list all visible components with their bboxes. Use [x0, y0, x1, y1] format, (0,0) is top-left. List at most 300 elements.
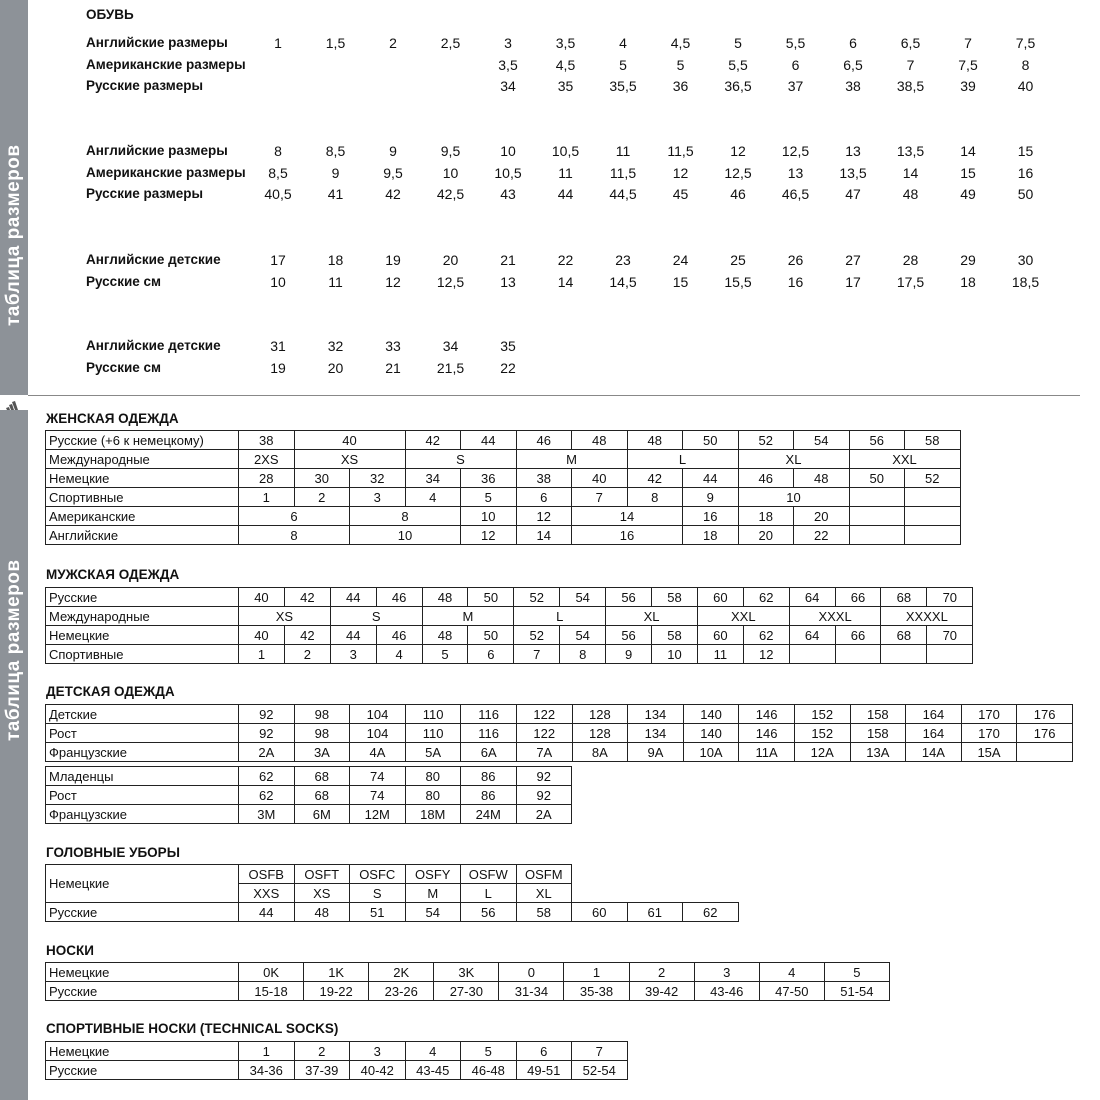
table-cell: 10 — [652, 645, 698, 664]
table-cell: 46 — [376, 588, 422, 607]
table-cell: 128 — [572, 705, 628, 724]
tech-socks-size-table — [45, 1041, 628, 1080]
table-cell: 56 — [849, 431, 905, 450]
table-cell: 58 — [905, 431, 961, 450]
table-cell: 44 — [239, 903, 295, 922]
table-cell: 3 — [350, 488, 406, 507]
women-size-table — [45, 430, 961, 545]
table-cell: 104 — [350, 724, 406, 743]
table-cell: 35-38 — [564, 982, 629, 1001]
shoes-size-value: 11 — [328, 273, 343, 290]
table-cell: 6 — [239, 507, 350, 526]
shoes-size-value: 50 — [1017, 186, 1034, 202]
table-cell: 20 — [794, 507, 850, 526]
table-row — [46, 488, 961, 507]
table-cell: M — [405, 884, 461, 903]
table-cell: 92 — [239, 705, 295, 724]
shoes-size-value: 8,5 — [325, 143, 346, 159]
shoes-size-value: 9,5 — [440, 143, 461, 159]
table-cell — [905, 507, 961, 526]
row-label: Русские — [46, 1061, 239, 1080]
table-cell: XS — [239, 607, 331, 626]
table-cell: 30 — [294, 469, 350, 488]
shoes-size-value: 21,5 — [436, 359, 465, 376]
shoes-size-value: 28 — [902, 252, 919, 268]
table-cell: 74 — [350, 786, 406, 805]
shoes-size-value: 7 — [964, 35, 972, 51]
table-cell: 12 — [516, 507, 572, 526]
shoes-size-value: 12,5 — [724, 164, 752, 181]
row-label: Спортивные — [46, 645, 239, 664]
table-cell: 47-50 — [759, 982, 824, 1001]
shoes-size-value: 5 — [734, 35, 742, 51]
shoes-size-value: 17,5 — [896, 273, 925, 290]
shoes-size-value: 8 — [274, 143, 282, 159]
shoes-size-value: 33 — [385, 338, 401, 354]
table-row — [46, 865, 739, 884]
table-cell: 3K — [434, 963, 499, 982]
shoes-size-value: 35 — [500, 338, 516, 354]
table-row — [46, 805, 572, 824]
table-cell: 14 — [572, 507, 683, 526]
table-cell: 52 — [514, 626, 560, 645]
table-cell: 146 — [739, 724, 795, 743]
shoes-size-value: 2,5 — [440, 35, 461, 51]
table-cell: 7A — [516, 743, 572, 762]
shoes-size-value: 5 — [619, 56, 627, 73]
shoes-size-value: 43 — [500, 186, 516, 202]
table-cell: 39-42 — [629, 982, 694, 1001]
shoes-size-value: 44 — [557, 186, 574, 202]
shoes-size-value: 13,5 — [896, 143, 925, 159]
shoes-row-label: Русские см — [86, 273, 162, 289]
table-cell — [789, 645, 835, 664]
shoes-size-value: 40 — [1017, 78, 1034, 94]
row-label: Русские — [46, 982, 239, 1001]
table-cell: 8 — [560, 645, 606, 664]
shoes-size-value: 11,5 — [667, 143, 694, 159]
shoes-row-label: Английские размеры — [86, 35, 228, 50]
shoes-size-value: 8,5 — [268, 164, 288, 181]
hats-title: ГОЛОВНЫЕ УБОРЫ — [46, 845, 180, 860]
shoes-size-value: 11 — [615, 143, 631, 159]
table-cell: 62 — [743, 588, 789, 607]
table-cell: 80 — [405, 767, 461, 786]
table-row — [46, 903, 739, 922]
shoes-row-label: Английские детские — [86, 338, 221, 353]
shoes-title: ОБУВЬ — [86, 7, 134, 22]
row-label: Немецкие — [46, 626, 239, 645]
shoes-size-value: 14 — [902, 164, 919, 181]
table-cell — [1017, 743, 1073, 762]
shoes-size-value: 12,5 — [436, 273, 465, 290]
table-cell: 10A — [683, 743, 739, 762]
table-row — [46, 431, 961, 450]
shoes-size-value: 24 — [672, 252, 689, 268]
table-cell: 2A — [239, 743, 295, 762]
table-cell: 9 — [606, 645, 652, 664]
shoes-size-value: 46,5 — [781, 186, 810, 202]
table-cell: 86 — [461, 767, 517, 786]
row-label: Английские — [46, 526, 239, 545]
table-row — [46, 724, 1073, 743]
table-cell: 18 — [738, 507, 794, 526]
table-row — [46, 469, 961, 488]
shoes-size-value: 5 — [676, 56, 685, 73]
table-cell: 6M — [294, 805, 350, 824]
table-cell: 48 — [294, 903, 350, 922]
table-cell: 0K — [239, 963, 304, 982]
table-cell: 116 — [461, 724, 517, 743]
table-cell: 61 — [627, 903, 683, 922]
shoes-size-value: 20 — [442, 252, 459, 268]
shoes-size-value: 14,5 — [609, 273, 637, 290]
shoes-size-value: 36 — [672, 78, 689, 94]
table-cell: 50 — [849, 469, 905, 488]
shoes-size-value: 21 — [385, 359, 401, 376]
shoes-size-value: 3,5 — [498, 56, 518, 73]
women-title: ЖЕНСКАЯ ОДЕЖДА — [46, 411, 179, 426]
table-cell: 58 — [652, 626, 698, 645]
table-cell: 8 — [350, 507, 461, 526]
table-cell: 48 — [572, 431, 628, 450]
table-cell: 1 — [239, 488, 295, 507]
shoes-size-value: 26 — [787, 252, 804, 268]
table-cell: 48 — [422, 588, 468, 607]
table-cell: 48 — [422, 626, 468, 645]
table-cell: 70 — [927, 588, 973, 607]
table-cell: 19-22 — [304, 982, 369, 1001]
table-cell: 7 — [514, 645, 560, 664]
table-cell: 66 — [835, 626, 881, 645]
shoes-size-value: 36,5 — [724, 78, 752, 94]
shoes-size-value: 48 — [902, 186, 919, 202]
table-cell: 40 — [294, 431, 405, 450]
socks-title: НОСКИ — [46, 943, 94, 958]
table-cell: 12A — [794, 743, 850, 762]
table-cell: 12 — [743, 645, 789, 664]
table-cell: 42 — [284, 588, 330, 607]
table-cell: 46 — [376, 626, 422, 645]
shoes-row-label: Американские размеры — [86, 164, 246, 180]
table-cell: 46-48 — [461, 1061, 517, 1080]
shoes-size-value: 4,5 — [555, 56, 576, 73]
shoes-size-value: 22 — [557, 252, 574, 268]
table-cell: 164 — [906, 705, 962, 724]
table-row — [46, 607, 973, 626]
shoes-size-value: 9,5 — [383, 164, 403, 181]
table-cell: 56 — [461, 903, 517, 922]
table-cell: 8 — [239, 526, 350, 545]
table-cell: 170 — [961, 724, 1017, 743]
shoes-size-value: 16 — [1017, 164, 1034, 181]
shoes-size-value: 7 — [906, 56, 915, 73]
table-cell: 48 — [627, 431, 683, 450]
table-cell: 60 — [697, 588, 743, 607]
table-cell: XL — [738, 450, 849, 469]
hats-size-table — [45, 864, 739, 922]
shoes-size-value: 13 — [845, 143, 861, 159]
table-cell: 62 — [743, 626, 789, 645]
table-cell: 40 — [239, 626, 285, 645]
table-cell: 38 — [516, 469, 572, 488]
table-row — [46, 588, 973, 607]
table-cell: 1K — [304, 963, 369, 982]
table-cell: 34-36 — [239, 1061, 295, 1080]
table-cell — [849, 507, 905, 526]
table-row — [46, 450, 961, 469]
table-cell: M — [516, 450, 627, 469]
shoes-size-value: 9 — [331, 164, 340, 181]
table-cell: XXL — [697, 607, 789, 626]
table-cell: 54 — [560, 626, 606, 645]
table-cell: 4 — [405, 1042, 461, 1061]
table-cell: 14A — [906, 743, 962, 762]
shoes-size-value: 1 — [274, 35, 282, 51]
shoes-size-value: 10 — [442, 164, 459, 181]
table-cell: 16 — [572, 526, 683, 545]
table-cell: XS — [294, 450, 405, 469]
table-cell: OSFM — [516, 865, 572, 884]
shoes-size-value: 6,5 — [843, 56, 863, 73]
table-cell: 16 — [683, 507, 739, 526]
table-cell: 52-54 — [572, 1061, 628, 1080]
table-cell: 56 — [606, 588, 652, 607]
table-cell: 18M — [405, 805, 461, 824]
shoes-size-value: 18 — [960, 273, 976, 290]
table-cell: 10 — [350, 526, 461, 545]
table-cell: 51-54 — [824, 982, 889, 1001]
table-cell: 3 — [350, 1042, 406, 1061]
table-cell: 152 — [794, 724, 850, 743]
shoes-size-value: 7,5 — [1015, 35, 1036, 51]
table-cell — [835, 645, 881, 664]
shoes-size-value: 40,5 — [264, 186, 292, 202]
table-cell: 92 — [239, 724, 295, 743]
row-label: Французские — [46, 743, 239, 762]
table-cell: 92 — [516, 786, 572, 805]
shoes-size-value: 8 — [1021, 56, 1030, 73]
table-cell: 134 — [628, 705, 684, 724]
shoes-size-value: 15 — [1017, 143, 1034, 159]
table-cell: 13A — [850, 743, 906, 762]
table-row — [46, 963, 890, 982]
table-cell: 152 — [794, 705, 850, 724]
table-cell: 10 — [461, 507, 517, 526]
table-cell: 54 — [794, 431, 850, 450]
shoes-size-value: 30 — [1017, 252, 1034, 268]
row-label: Немецкие — [46, 1042, 239, 1061]
table-cell: 62 — [239, 786, 295, 805]
table-cell: 24M — [461, 805, 517, 824]
shoes-size-value: 47 — [845, 186, 861, 202]
table-cell: 48 — [794, 469, 850, 488]
shoes-row-label: Английские размеры — [86, 143, 228, 158]
shoes-size-value: 18 — [327, 252, 344, 268]
table-cell: 34 — [405, 469, 461, 488]
shoes-size-value: 42 — [385, 186, 401, 202]
shoes-size-value: 9 — [389, 143, 397, 159]
table-cell: OSFW — [461, 865, 517, 884]
table-row — [46, 645, 973, 664]
shoes-size-value: 13 — [500, 273, 516, 290]
table-cell: 54 — [405, 903, 461, 922]
table-cell: 140 — [683, 724, 739, 743]
shoes-size-value: 23 — [615, 252, 631, 268]
table-cell: XXXL — [789, 607, 881, 626]
table-cell: 52 — [738, 431, 794, 450]
table-cell: 116 — [461, 705, 517, 724]
shoes-size-value: 34 — [442, 338, 459, 354]
shoes-size-value: 34 — [500, 78, 516, 94]
shoes-size-value: 44,5 — [609, 186, 637, 202]
row-label: Американские — [46, 507, 239, 526]
row-label: Детские — [46, 705, 239, 724]
row-label: Французские — [46, 805, 239, 824]
table-cell: 98 — [294, 705, 350, 724]
table-cell: 5 — [461, 488, 517, 507]
table-cell: 98 — [294, 724, 350, 743]
table-cell — [905, 526, 961, 545]
table-row — [46, 626, 973, 645]
row-label: Рост — [46, 724, 239, 743]
shoes-size-value: 19 — [270, 359, 286, 376]
shoes-size-value: 13,5 — [839, 164, 867, 181]
shoes-size-value: 10 — [500, 143, 516, 159]
shoes-size-value: 5,5 — [728, 56, 748, 73]
shoes-row-label: Русские размеры — [86, 78, 204, 93]
table-cell: 56 — [606, 626, 652, 645]
shoes-size-value: 41 — [327, 186, 344, 202]
table-cell: 40 — [239, 588, 285, 607]
socks-size-table — [45, 962, 890, 1001]
table-cell: 40-42 — [350, 1061, 406, 1080]
shoes-size-value: 6 — [791, 56, 800, 73]
infant-size-table — [45, 766, 572, 824]
table-cell: 1 — [564, 963, 629, 982]
kids-title: ДЕТСКАЯ ОДЕЖДА — [46, 684, 175, 699]
shoes-size-value: 25 — [730, 252, 746, 268]
table-cell: 68 — [294, 786, 350, 805]
table-cell: 5 — [824, 963, 889, 982]
table-cell: 2 — [294, 1042, 350, 1061]
row-label: Немецкие — [46, 963, 239, 982]
shoes-size-value: 10,5 — [551, 143, 580, 159]
table-cell: 28 — [239, 469, 295, 488]
shoes-size-value: 3,5 — [555, 35, 576, 51]
table-cell: OSFC — [350, 865, 406, 884]
shoes-size-value: 7,5 — [958, 56, 978, 73]
shoes-size-value: 35 — [557, 78, 574, 94]
table-cell: 18 — [683, 526, 739, 545]
table-cell: 42 — [627, 469, 683, 488]
table-cell: 8 — [627, 488, 683, 507]
table-cell: 5A — [405, 743, 461, 762]
table-cell: 12 — [461, 526, 517, 545]
shoes-size-value: 2 — [389, 35, 397, 51]
table-cell: 3 — [694, 963, 759, 982]
shoes-size-value: 49 — [960, 186, 976, 202]
shoes-size-value: 4,5 — [670, 35, 691, 51]
shoes-size-value: 45 — [672, 186, 689, 202]
shoes-size-value: 13 — [787, 164, 804, 181]
table-cell: 27-30 — [434, 982, 499, 1001]
table-cell: 86 — [461, 786, 517, 805]
shoes-size-value: 38,5 — [896, 78, 925, 94]
shoes-size-value: 32 — [327, 338, 344, 354]
table-cell: 140 — [683, 705, 739, 724]
table-cell: 32 — [350, 469, 406, 488]
table-cell: 110 — [405, 705, 461, 724]
table-cell: 2XS — [239, 450, 295, 469]
table-cell: 46 — [738, 469, 794, 488]
table-cell: 44 — [683, 469, 739, 488]
shoes-size-value: 14 — [960, 143, 976, 159]
table-cell — [849, 526, 905, 545]
table-row — [46, 526, 961, 545]
shoes-size-value: 27 — [845, 252, 861, 268]
table-cell: 42 — [284, 626, 330, 645]
table-cell: 44 — [330, 626, 376, 645]
shoes-size-value: 18,5 — [1011, 273, 1040, 290]
table-cell: 7 — [572, 1042, 628, 1061]
table-cell: 80 — [405, 786, 461, 805]
table-cell: 8A — [572, 743, 628, 762]
table-cell: 6 — [516, 1042, 572, 1061]
table-cell: 12M — [350, 805, 406, 824]
shoes-size-value: 15 — [672, 273, 689, 290]
table-cell: 11 — [697, 645, 743, 664]
row-label: Немецкие — [46, 469, 239, 488]
table-cell: 68 — [881, 626, 927, 645]
table-cell: 4 — [759, 963, 824, 982]
table-row — [46, 507, 961, 526]
table-cell: 43-46 — [694, 982, 759, 1001]
shoes-size-value: 12 — [385, 273, 401, 290]
table-cell — [881, 645, 927, 664]
row-label: Русские — [46, 903, 239, 922]
shoes-size-value: 17 — [845, 273, 861, 290]
table-cell: 15-18 — [239, 982, 304, 1001]
table-cell: 37-39 — [294, 1061, 350, 1080]
table-cell: 74 — [350, 767, 406, 786]
table-cell: 170 — [961, 705, 1017, 724]
shoes-size-value: 37 — [787, 78, 804, 94]
table-cell: 14 — [516, 526, 572, 545]
table-cell: 62 — [683, 903, 739, 922]
table-cell: 23-26 — [369, 982, 434, 1001]
table-cell: 66 — [835, 588, 881, 607]
table-cell: 110 — [405, 724, 461, 743]
table-cell: 164 — [906, 724, 962, 743]
table-cell: 4A — [350, 743, 406, 762]
shoes-size-value: 10 — [270, 273, 286, 290]
table-cell: XL — [516, 884, 572, 903]
table-cell: 50 — [683, 431, 739, 450]
table-cell: OSFY — [405, 865, 461, 884]
table-cell: 64 — [789, 588, 835, 607]
table-cell: 4 — [405, 488, 461, 507]
table-cell: 5 — [461, 1042, 517, 1061]
table-cell: 9 — [683, 488, 739, 507]
table-cell: S — [330, 607, 422, 626]
shoes-size-value: 29 — [960, 252, 976, 268]
table-cell: 36 — [461, 469, 517, 488]
section-divider — [28, 395, 1080, 396]
shoes-size-value: 31 — [270, 338, 286, 354]
table-cell: 128 — [572, 724, 628, 743]
shoes-size-value: 12 — [672, 164, 689, 181]
